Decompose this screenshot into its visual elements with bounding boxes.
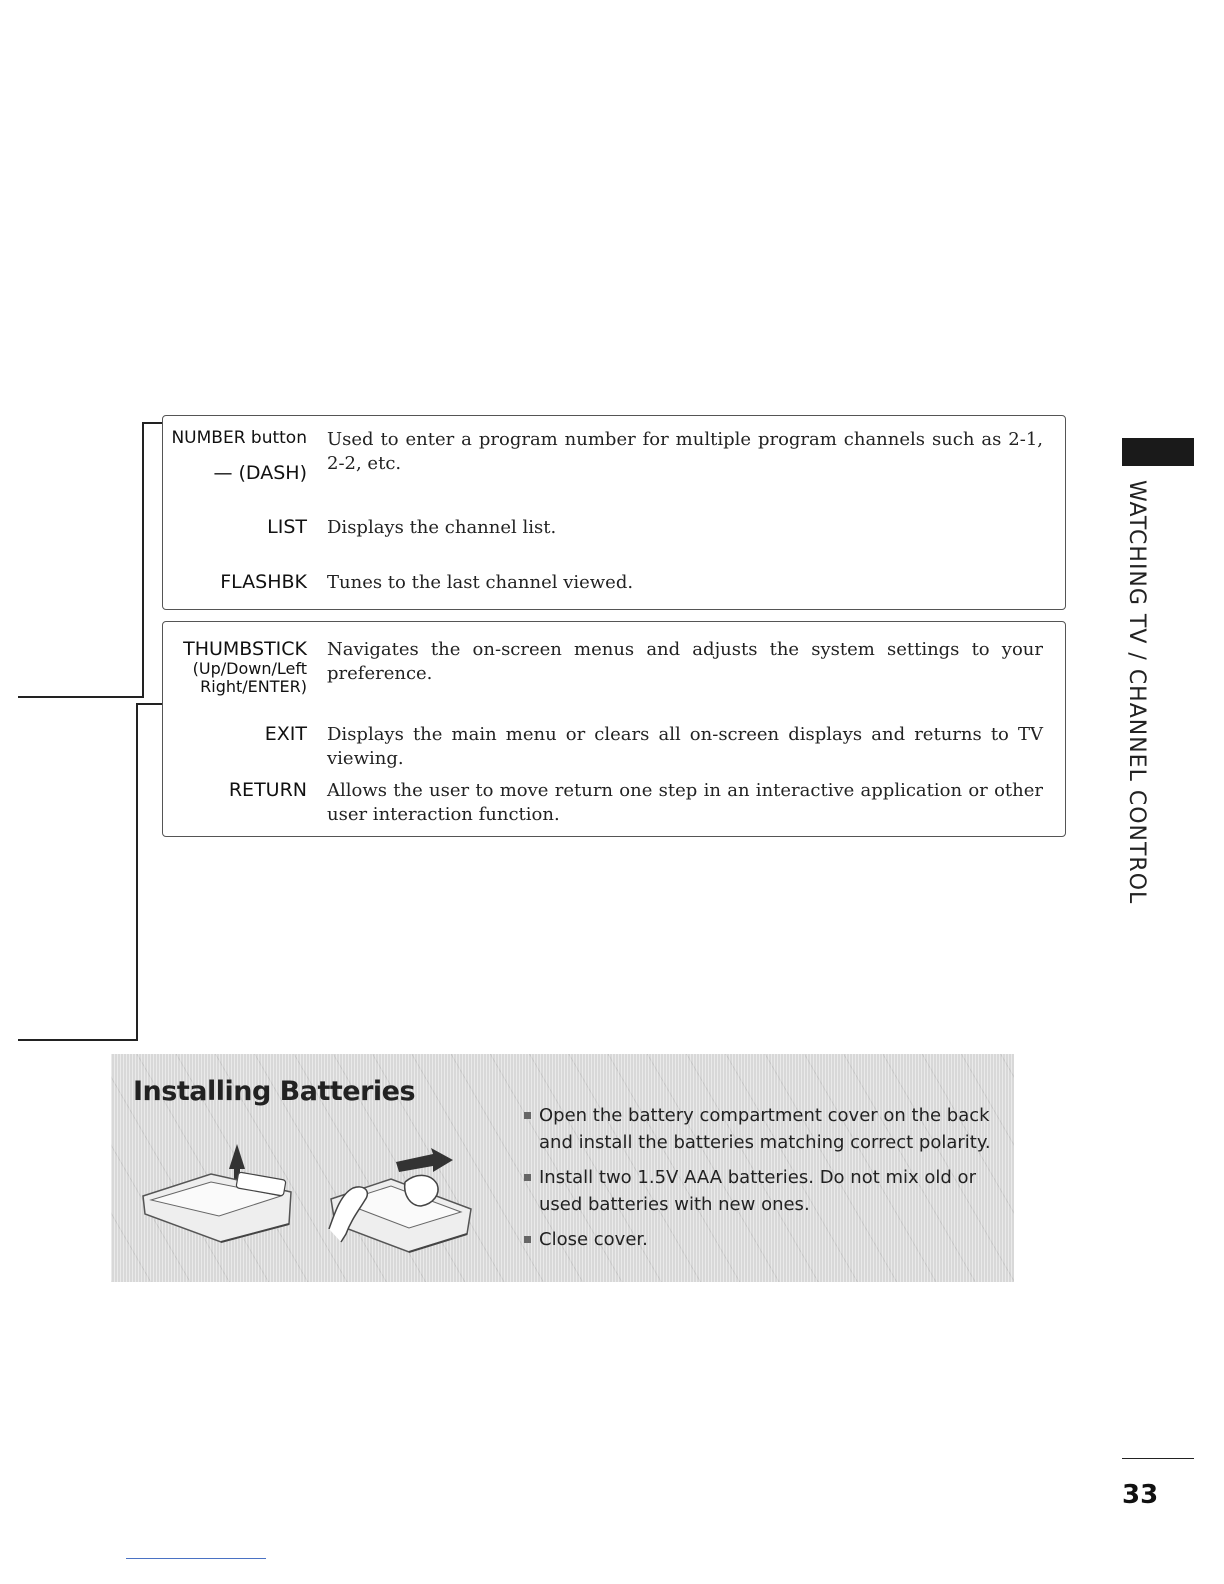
controls-box-1 — [162, 415, 1066, 610]
square-bullet-icon — [524, 1236, 531, 1243]
control-description: Allows the user to move return one step in an interactive application or other user interaction function. — [327, 780, 1043, 825]
control-label: FLASHBK — [220, 571, 307, 593]
list-item — [521, 1164, 1001, 1218]
page-number: 33 — [1122, 1480, 1159, 1510]
square-bullet-icon — [524, 1112, 531, 1119]
control-description: Used to enter a program number for multiple program channels such as 2-1, 2-2, etc. — [327, 429, 1043, 474]
control-label: THUMBSTICK — [183, 638, 307, 660]
battery-insert-icon — [329, 1148, 471, 1252]
control-label: LIST — [267, 516, 307, 538]
control-description: Displays the main menu or clears all on-screen displays and returns to TV viewing. — [327, 724, 1043, 769]
control-label: RETURN — [228, 779, 307, 801]
leader-line-top-vertical — [142, 422, 144, 697]
square-bullet-icon — [524, 1174, 531, 1181]
control-label: — (DASH) — [213, 462, 307, 484]
leader-line-bottom-connector — [18, 1039, 138, 1041]
batteries-steps-list — [521, 1102, 1001, 1261]
leader-line-top-horizontal — [142, 422, 162, 424]
step-text: Open the battery compartment cover on the back and install the batteries matching correct polarity. — [539, 1105, 991, 1153]
step-text: Close cover. — [539, 1229, 648, 1250]
step-text: Install two 1.5V AAA batteries. Do not mix old or used batteries with new ones. — [539, 1167, 976, 1215]
chapter-tab-marker — [1122, 438, 1194, 466]
installing-batteries-panel — [111, 1054, 1014, 1282]
leader-line-top-connector — [18, 696, 144, 698]
leader-line-bottom-horizontal — [136, 703, 162, 705]
leader-line-bottom-vertical — [136, 703, 138, 1040]
control-sublabel: Right/ENTER) — [200, 677, 307, 696]
control-label: NUMBER button — [171, 428, 307, 448]
control-label: EXIT — [264, 723, 307, 745]
chapter-title-vertical: WATCHING TV / CHANNEL CONTROL — [1124, 480, 1149, 905]
page-number-rule — [1122, 1458, 1194, 1459]
control-sublabel: (Up/Down/Left — [192, 659, 307, 678]
control-description: Tunes to the last channel viewed. — [327, 572, 634, 593]
control-description: Displays the channel list. — [327, 517, 557, 538]
list-item — [521, 1102, 1001, 1156]
remote-battery-illustration — [141, 1124, 501, 1274]
remote-cover-open-icon — [143, 1144, 291, 1242]
footer-link-underline — [126, 1558, 266, 1559]
batteries-title: Installing Batteries — [133, 1076, 416, 1107]
controls-box-2 — [162, 621, 1066, 837]
list-item — [521, 1226, 1001, 1253]
control-description: Navigates the on-screen menus and adjusts the system settings to your preference. — [327, 639, 1043, 684]
